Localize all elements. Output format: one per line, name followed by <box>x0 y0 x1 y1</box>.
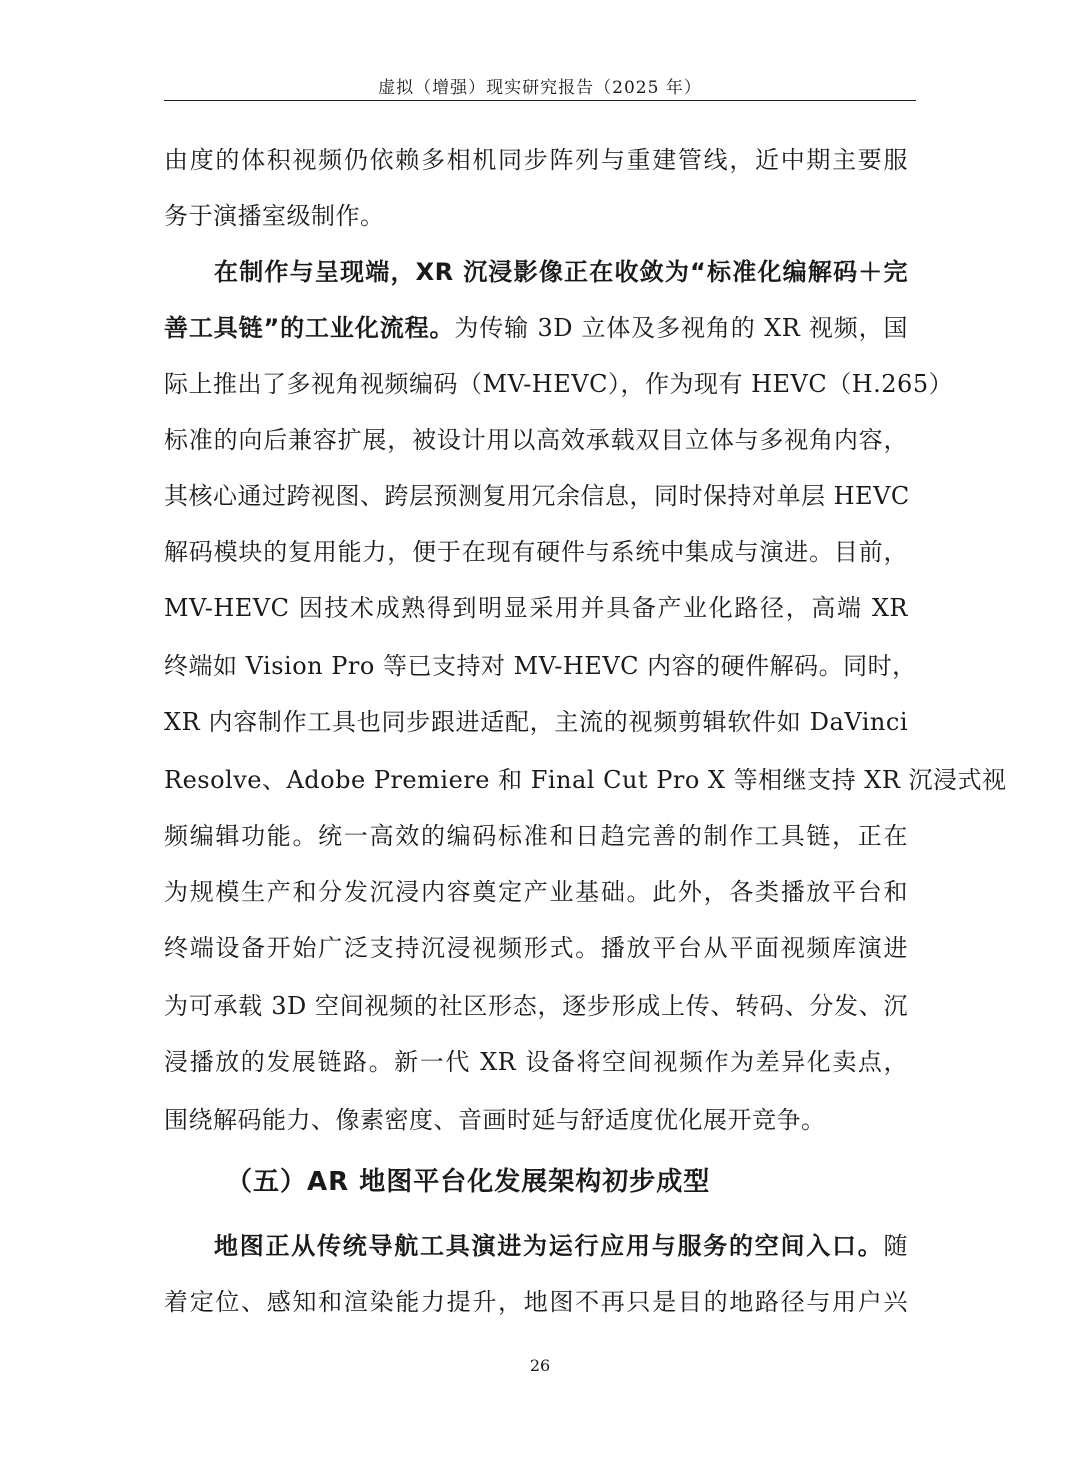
section-heading: （五）AR 地图平台化发展架构初步成型 <box>226 1167 711 1197</box>
paragraph-line: 由度的体积视频仍依赖多相机同步阵列与重建管线，近中期主要服 <box>164 146 908 174</box>
paragraph-line: MV-HEVC 因技术成熟得到明显采用并具备产业化路径，高端 XR <box>164 594 908 622</box>
paragraph-line <box>214 1226 908 1266</box>
paragraph-text: 为传输 3D 立体及多视角的 XR 视频，国 <box>454 314 908 342</box>
paragraph-line: 着定位、感知和渲染能力提升，地图不再只是目的地路径与用户兴 <box>164 1288 908 1316</box>
paragraph-line: 围绕解码能力、像素密度、音画时延与舒适度优化展开竞争。 <box>164 1106 826 1134</box>
paragraph-line: 务于演播室级制作。 <box>164 202 385 230</box>
paragraph-line: 浸播放的发展链路。新一代 XR 设备将空间视频作为差异化卖点， <box>164 1048 908 1076</box>
paragraph-line: XR 内容制作工具也同步跟进适配，主流的视频剪辑软件如 DaVinci <box>164 708 908 736</box>
page-number: 26 <box>529 1356 551 1375</box>
paragraph-line <box>164 308 908 348</box>
paragraph-text: 随 <box>883 1232 908 1260</box>
paragraph-line: 为可承载 3D 空间视频的社区形态，逐步形成上传、转码、分发、沉 <box>164 992 908 1020</box>
lead-bold-text: 善工具链”的工业化流程。 <box>164 314 455 342</box>
paragraph-lead-bold: 在制作与呈现端，XR 沉浸影像正在收敛为“标准化编解码＋完 <box>214 258 908 286</box>
paragraph-line: 为规模生产和分发沉浸内容奠定产业基础。此外，各类播放平台和 <box>164 878 908 906</box>
paragraph-line: 频编辑功能。统一高效的编码标准和日趋完善的制作工具链，正在 <box>164 822 908 850</box>
paragraph-line: 解码模块的复用能力，便于在现有硬件与系统中集成与演进。目前， <box>164 538 908 566</box>
paragraph-line: 终端设备开始广泛支持沉浸视频形式。播放平台从平面视频库演进 <box>164 934 908 962</box>
paragraph-line: 际上推出了多视角视频编码（MV-HEVC），作为现有 HEVC（H.265） <box>164 370 954 398</box>
header-rule <box>164 100 916 101</box>
paragraph-line: 其核心通过跨视图、跨层预测复用冗余信息，同时保持对单层 HEVC <box>164 482 910 510</box>
paragraph-line: 标准的向后兼容扩展，被设计用以高效承载双目立体与多视角内容， <box>164 426 908 454</box>
lead-bold-text: 地图正从传统导航工具演进为运行应用与服务的空间入口。 <box>214 1232 884 1260</box>
running-header: 虚拟（增强）现实研究报告（2025 年） <box>378 78 702 98</box>
paragraph-line: Resolve、Adobe Premiere 和 Final Cut Pro X 等相继支持 XR 沉浸式视 <box>164 766 1007 794</box>
paragraph-line: 终端如 Vision Pro 等已支持对 MV-HEVC 内容的硬件解码。同时， <box>164 652 917 680</box>
